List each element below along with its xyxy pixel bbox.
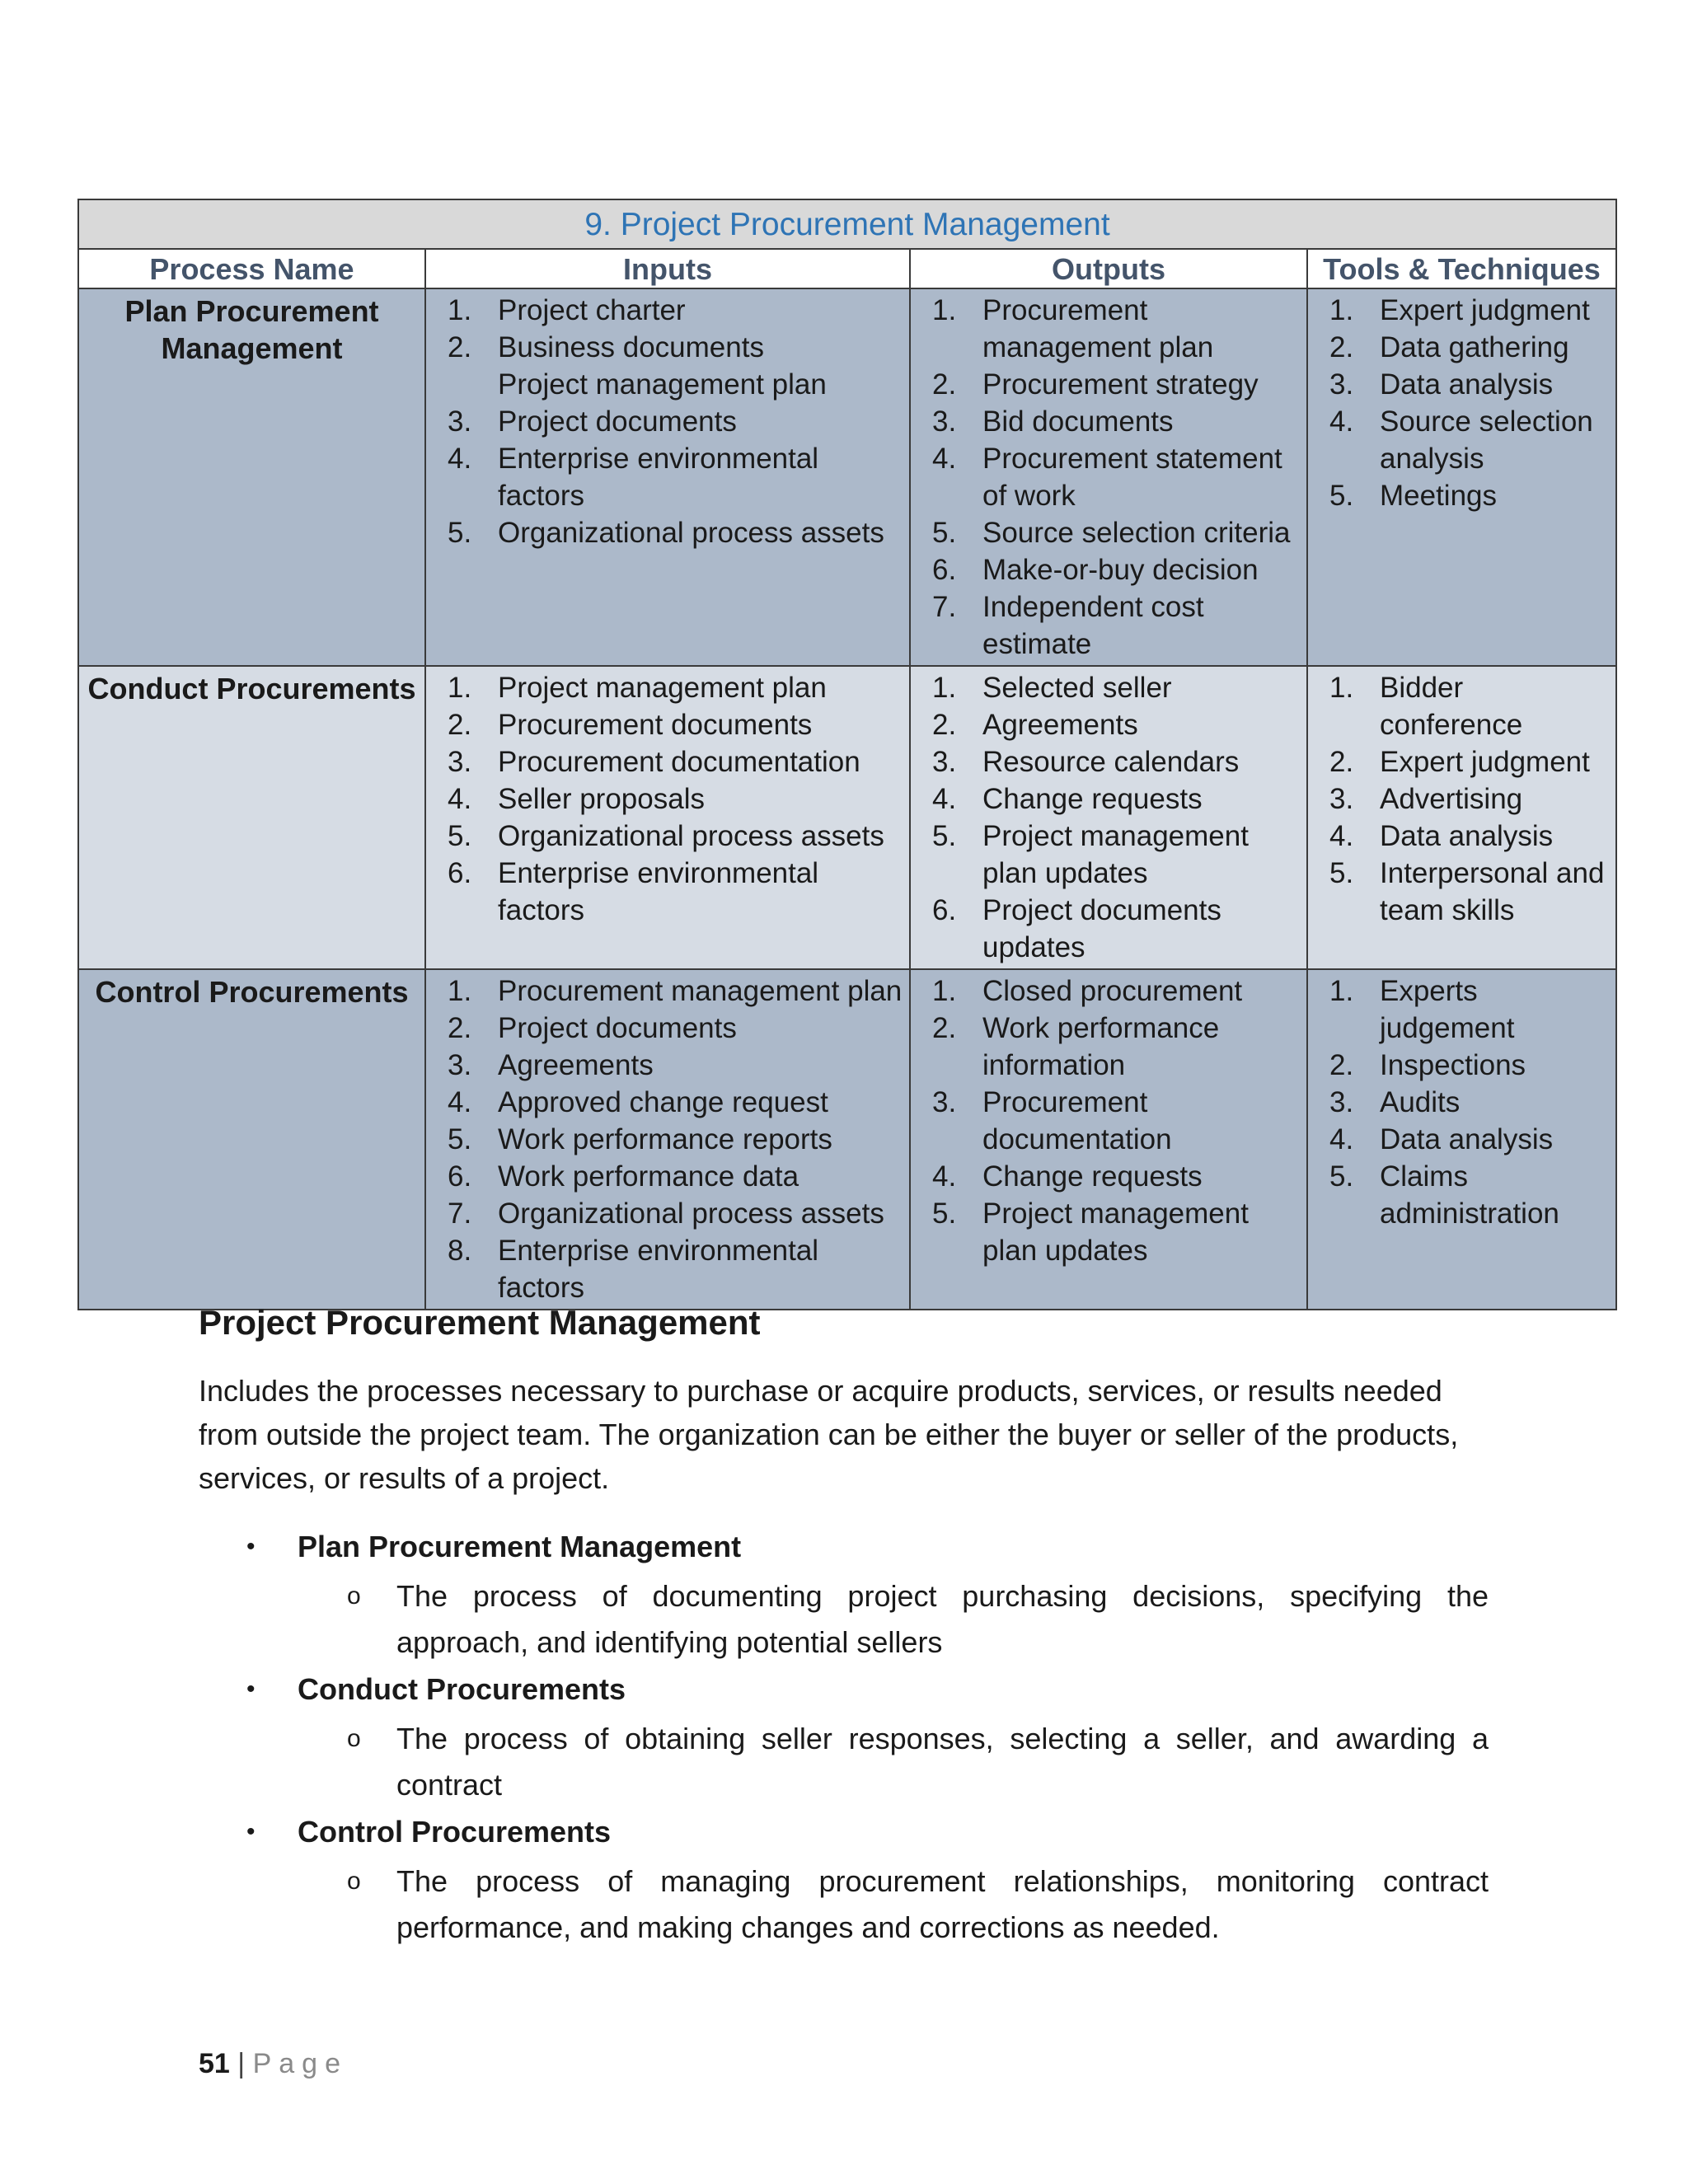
list-item	[426, 514, 903, 551]
list-item	[911, 669, 1300, 706]
item-number: 3.	[448, 1049, 472, 1081]
item-text: Procurement documentation	[982, 1086, 1172, 1155]
item-text: Procurement documents	[498, 709, 813, 741]
bullet-dot: •	[246, 1818, 256, 1845]
process-name-cell: Conduct Procurements	[78, 666, 425, 969]
item-text: Project documents	[498, 405, 737, 438]
list-item	[1308, 818, 1609, 855]
sub-bullet-glyph: o	[347, 1868, 361, 1895]
list-item	[426, 329, 903, 366]
item-text: Work performance reports	[498, 1123, 832, 1155]
list-item	[911, 1158, 1300, 1195]
table-row	[78, 666, 1616, 969]
list-item	[426, 972, 903, 1010]
item-text: Work performance data	[498, 1160, 799, 1193]
item-text: Bid documents	[982, 405, 1174, 438]
item-text: Inspections	[1380, 1049, 1526, 1081]
list-item	[426, 743, 903, 780]
item-text: Organizational process assets	[498, 517, 884, 549]
item-text: Project management plan	[498, 672, 827, 704]
inputs-list	[426, 970, 909, 1309]
list-item	[911, 780, 1300, 818]
list-item	[911, 1195, 1300, 1269]
item-text: Change requests	[982, 783, 1203, 815]
item-number: 1.	[932, 975, 957, 1007]
item-text: Change requests	[982, 1160, 1203, 1193]
item-text: Meetings	[1380, 480, 1498, 512]
list-item	[911, 366, 1300, 403]
list-item	[426, 1010, 903, 1047]
item-text: Expert judgment	[1380, 294, 1590, 326]
item-number: 3.	[448, 746, 472, 778]
list-item	[1308, 329, 1609, 366]
list-item	[1308, 1121, 1609, 1158]
item-text: Independent cost estimate	[982, 591, 1204, 660]
item-text: Bidder conference	[1380, 672, 1523, 741]
tools-cell	[1307, 666, 1616, 969]
list-item	[911, 818, 1300, 892]
item-number: 2.	[932, 368, 957, 401]
bullet-dot: •	[246, 1675, 256, 1703]
sub-item	[298, 1573, 1489, 1666]
item-text: Claims administration	[1380, 1160, 1559, 1230]
bullet-title: Plan Procurement Management	[298, 1530, 742, 1563]
bullet-item	[199, 1525, 1489, 1666]
sub-item-text: The process of managing procurement relationships, monitoring contract performance, and making changes and corrections as needed.	[396, 1864, 1489, 1944]
item-number: 5.	[1329, 480, 1354, 512]
item-text: Business documents	[498, 331, 764, 363]
inputs-cell	[425, 288, 910, 666]
sub-list	[298, 1573, 1489, 1666]
item-number: 4.	[1329, 820, 1354, 852]
page-footer	[199, 2048, 348, 2080]
outputs-list	[911, 667, 1306, 968]
item-number: 3.	[1329, 1086, 1354, 1118]
item-text: Source selection analysis	[1380, 405, 1593, 475]
item-number: 1.	[932, 294, 957, 326]
item-text: Procurement management plan	[498, 975, 903, 1007]
sub-list	[298, 1716, 1489, 1808]
item-text: Expert judgment	[1380, 746, 1590, 778]
list-item	[1308, 743, 1609, 780]
list-item	[1308, 1158, 1609, 1232]
item-text: Enterprise environmental factors	[498, 1235, 819, 1304]
list-item	[426, 669, 903, 706]
bullet-title: Control Procurements	[298, 1815, 612, 1849]
item-number: 6.	[932, 554, 957, 586]
process-table	[77, 199, 1617, 1310]
list-item	[426, 780, 903, 818]
item-number: 1.	[448, 672, 472, 704]
tools-cell	[1307, 288, 1616, 666]
item-number: 1.	[1329, 672, 1354, 704]
sub-item-text: The process of documenting project purchasing decisions, specifying the approach, and identifying potential sellers	[396, 1579, 1489, 1659]
list-item	[1308, 972, 1609, 1047]
list-item	[911, 743, 1300, 780]
inputs-cell	[425, 969, 910, 1310]
item-number: 2.	[1329, 331, 1354, 363]
list-item	[911, 292, 1300, 366]
list-item	[911, 514, 1300, 551]
item-number: 2.	[1329, 746, 1354, 778]
item-number: 3.	[1329, 783, 1354, 815]
item-text: Organizational process assets	[498, 820, 884, 852]
section-intro: Includes the processes necessary to purchase or acquire products, services, or results needed from outside the project team. The organization can be either the buyer or seller of the products, services, or results of a project.	[199, 1374, 1459, 1495]
item-number: 5.	[1329, 1160, 1354, 1193]
list-item	[426, 1195, 903, 1232]
item-number: 5.	[448, 517, 472, 549]
list-item	[911, 972, 1300, 1010]
header-outputs: Outputs	[910, 249, 1307, 288]
item-number: 2.	[448, 1012, 472, 1044]
sub-item	[298, 1716, 1489, 1808]
item-number: 3.	[448, 405, 472, 438]
item-number: 5.	[932, 1197, 957, 1230]
item-text: Approved change request	[498, 1086, 828, 1118]
list-item	[426, 1047, 903, 1084]
item-text: Project documents	[498, 1012, 737, 1044]
list-item	[911, 551, 1300, 588]
item-text: Data analysis	[1380, 368, 1554, 401]
outputs-cell	[910, 969, 1307, 1310]
item-number: 3.	[932, 746, 957, 778]
item-text: Audits	[1380, 1086, 1461, 1118]
item-number: 1.	[448, 975, 472, 1007]
list-item	[1308, 1047, 1609, 1084]
inputs-cell	[425, 666, 910, 969]
list-item	[426, 1232, 903, 1306]
item-text: Resource calendars	[982, 746, 1240, 778]
item-number: 2.	[1329, 1049, 1354, 1081]
item-number: 3.	[932, 405, 957, 438]
page-label: Page	[252, 2048, 348, 2079]
item-number: 6.	[448, 1160, 472, 1193]
item-text: Selected seller	[982, 672, 1172, 704]
item-number: 7.	[448, 1197, 472, 1230]
list-item	[1308, 855, 1609, 929]
item-text: Project management plan updates	[982, 820, 1249, 889]
list-item	[911, 1084, 1300, 1158]
item-text: Enterprise environmental factors	[498, 443, 819, 512]
item-number: 1.	[1329, 294, 1354, 326]
list-item	[426, 855, 903, 929]
item-number: 4.	[448, 1086, 472, 1118]
tools-list	[1308, 970, 1615, 1235]
list-item	[1308, 477, 1609, 514]
list-item	[911, 706, 1300, 743]
item-text: Work performance information	[982, 1012, 1220, 1081]
section-heading: Project Procurement Management	[199, 1303, 761, 1342]
list-item	[911, 440, 1300, 514]
item-text: Procurement management plan	[982, 294, 1214, 363]
list-item	[1308, 780, 1609, 818]
item-text: Experts judgement	[1380, 975, 1515, 1044]
bullet-dot: •	[246, 1533, 256, 1560]
item-number: 1.	[448, 294, 472, 326]
item-text: Data gathering	[1380, 331, 1569, 363]
procurement-section	[199, 1298, 1489, 1952]
header-tools: Tools & Techniques	[1307, 249, 1616, 288]
item-text: Procurement strategy	[982, 368, 1259, 401]
item-text: Advertising	[1380, 783, 1523, 815]
item-text: Procurement statement of work	[982, 443, 1282, 512]
list-item	[426, 706, 903, 743]
outputs-cell	[910, 288, 1307, 666]
list-item	[426, 292, 903, 329]
footer-separator: |	[237, 2048, 246, 2079]
item-number: 4.	[932, 1160, 957, 1193]
item-text: Project documents updates	[982, 894, 1221, 963]
bullet-item	[199, 1667, 1489, 1808]
process-bullet-list	[199, 1525, 1489, 1951]
item-number: 5.	[932, 517, 957, 549]
sub-bullet-glyph: o	[347, 1582, 361, 1610]
list-item	[911, 588, 1300, 663]
list-item	[911, 403, 1300, 440]
item-number: 6.	[448, 857, 472, 889]
item-number: 1.	[932, 672, 957, 704]
item-text: Agreements	[982, 709, 1138, 741]
inputs-list	[426, 667, 909, 931]
list-item	[911, 1010, 1300, 1084]
list-item	[1308, 292, 1609, 329]
item-text: Seller proposals	[498, 783, 705, 815]
sub-item-text: The process of obtaining seller responses, selecting a seller, and awarding a contract	[396, 1722, 1489, 1802]
item-text: Data analysis	[1380, 1123, 1554, 1155]
item-number: 4.	[1329, 1123, 1354, 1155]
item-text: Closed procurement	[982, 975, 1243, 1007]
tools-list	[1308, 667, 1615, 931]
table-row	[78, 969, 1616, 1310]
item-number: 4.	[1329, 405, 1354, 438]
item-number: 5.	[1329, 857, 1354, 889]
item-number: 4.	[932, 783, 957, 815]
header-process-name: Process Name	[78, 249, 425, 288]
item-number: 2.	[932, 1012, 957, 1044]
item-number: 2.	[448, 331, 472, 363]
list-item	[426, 403, 903, 440]
outputs-list	[911, 289, 1306, 665]
bullet-title: Conduct Procurements	[298, 1672, 626, 1706]
item-text: Data analysis	[1380, 820, 1554, 852]
tools-cell	[1307, 969, 1616, 1310]
outputs-cell	[910, 666, 1307, 969]
header-inputs: Inputs	[425, 249, 910, 288]
item-number: 6.	[932, 894, 957, 926]
item-text: Agreements	[498, 1049, 654, 1081]
item-text: Project management plan	[498, 368, 827, 401]
list-item	[426, 818, 903, 855]
item-number: 1.	[1329, 975, 1354, 1007]
item-number: 5.	[448, 820, 472, 852]
table-title: 9. Project Procurement Management	[78, 199, 1616, 249]
item-text: Organizational process assets	[498, 1197, 884, 1230]
page-number: 51	[199, 2048, 230, 2079]
item-number: 2.	[932, 709, 957, 741]
item-number: 5.	[932, 820, 957, 852]
tools-list	[1308, 289, 1615, 517]
list-item	[1308, 1084, 1609, 1121]
item-number: 8.	[448, 1235, 472, 1267]
sub-bullet-glyph: o	[347, 1725, 361, 1752]
list-item	[911, 892, 1300, 966]
sub-item	[298, 1858, 1489, 1951]
list-item	[426, 366, 903, 403]
list-item	[426, 1121, 903, 1158]
item-text: Source selection criteria	[982, 517, 1291, 549]
list-item	[1308, 403, 1609, 477]
item-text: Project management plan updates	[982, 1197, 1249, 1267]
item-text: Project charter	[498, 294, 686, 326]
item-number: 4.	[448, 783, 472, 815]
process-name-cell: Control Procurements	[78, 969, 425, 1310]
item-number: 3.	[932, 1086, 957, 1118]
list-item	[426, 1158, 903, 1195]
item-text: Make-or-buy decision	[982, 554, 1259, 586]
list-item	[426, 440, 903, 514]
list-item	[1308, 366, 1609, 403]
table-row	[78, 288, 1616, 666]
item-text: Procurement documentation	[498, 746, 860, 778]
item-number: 2.	[448, 709, 472, 741]
list-item	[426, 1084, 903, 1121]
outputs-list	[911, 970, 1306, 1272]
sub-list	[298, 1858, 1489, 1951]
item-text: Enterprise environmental factors	[498, 857, 819, 926]
item-number: 4.	[448, 443, 472, 475]
process-name-cell: Plan Procurement Management	[78, 288, 425, 666]
item-number: 4.	[932, 443, 957, 475]
item-number: 7.	[932, 591, 957, 623]
item-text: Interpersonal and team skills	[1380, 857, 1605, 926]
list-item	[1308, 669, 1609, 743]
inputs-list	[426, 289, 909, 554]
bullet-item	[199, 1810, 1489, 1951]
item-number: 5.	[448, 1123, 472, 1155]
item-number: 3.	[1329, 368, 1354, 401]
